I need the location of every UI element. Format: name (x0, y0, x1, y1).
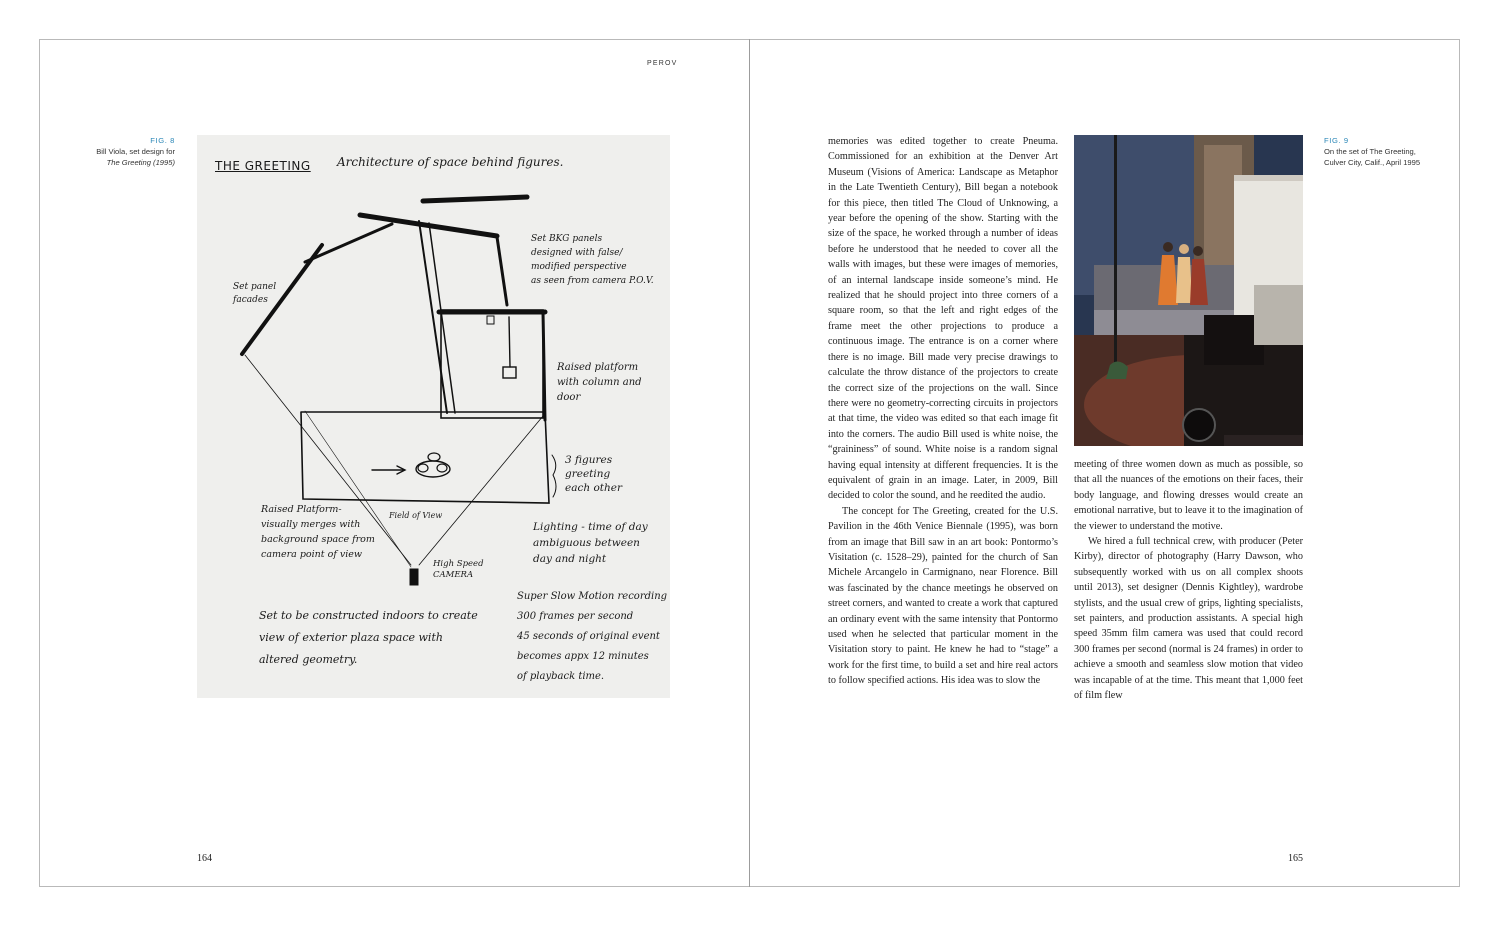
note-set-bkg-panels: Set BKG panels designed with false/ modified perspective as seen from camera P.O.V. (531, 234, 654, 286)
fig-9-caption-line1: On the set of The Greeting, (1324, 147, 1416, 156)
body-paragraph: The concept for The Greeting, created for the U.S. Pavilion in the 46th Venice Biennale (1995), was born from an image that Bill saw in an art book: Pontormo’s Visitation (c. 1528–29), painted for the church of San Michele Arcangelo in Carmignano, near Florence. Bill was fascinated by the chance meetings he observed on street corners, and wanted to create a work that captured an ordinary event with the same intensity that Pontormo used when he selected that particular moment in the Visitation story to paint. He knew he had to “stage” a work for the first time, to build a set and hire real actors to follow specified actions. His idea was to slow the (828, 505, 1058, 687)
body-paragraph: memories was edited together to create Pneuma. Commissioned for an exhibition at the Denver Art Museum (Visions of America: Landscape as Metaphor in the Late Twentieth Century), Bill began a notebook for this piece, then titled The Cloud of Unknowing, a year before the opening of the show. Starting with the size of the space, he worked through a number of ideas before he understood that he needed to cover all the walls with images, but these were images of memories, of an internal landscape inside someone’s mind. He realized that he should project into three corners of a square room, so that the left and right edges of the frame meet the other projections to produce a continuous image. The entrance is on a corner where there is no image. Bill made very precise drawings to calculate the throw distance of the projectors to create the correct size of the projections on the wall. Since there were no geometry-correcting circuits in projectors at that time, the video was edited so that each image fit into the corners. The audio Bill used is white noise, the “graininess” of sound. White noise is a random signal having equal intensity at different frequencies. It is the equivalent of grain in an image. Later, in 2009, Bill decided to color the sound, and he reedited the audio. (828, 136, 1058, 502)
note-three-figures: 3 figures greeting each other (565, 454, 622, 494)
note-raised-platform-column: Raised platform with column and door (557, 362, 642, 403)
fig-9-caption (1324, 135, 1444, 168)
sketch-subtitle: Architecture of space behind figures. (337, 155, 564, 169)
set-design-sketch (197, 135, 670, 698)
folio-164: 164 (197, 853, 212, 864)
fig-9-caption-line2: Culver City, Calif., April 1995 (1324, 158, 1421, 167)
body-paragraph: meeting of three women down as much as possible, so that all the nuances of the emotions on their faces, their body language, and flowing dresses would create an emotional narrative, but to leave it to the imagination of the viewer to understand the motive. (1074, 459, 1303, 532)
note-field-of-view: Field of View (389, 511, 443, 520)
fig-8-caption-line1: Bill Viola, set design for (96, 147, 175, 156)
body-column-1 (828, 134, 1058, 689)
note-raised-platform: Raised Platform- visually merges with background space from camera point of view (261, 504, 375, 560)
note-high-speed-camera: High Speed CAMERA (433, 559, 484, 580)
fig-8-label: FIG. 8 (150, 136, 175, 145)
sketch-title: THE GREETING (215, 159, 311, 173)
set-photo-image (1074, 135, 1303, 446)
running-head: PEROV (647, 60, 678, 67)
fig-9-label: FIG. 9 (1324, 136, 1349, 145)
note-set-panel-facades: Set panel facades (233, 282, 277, 305)
folio-165: 165 (1288, 853, 1303, 864)
set-photo (1074, 135, 1303, 446)
body-column-2 (1074, 457, 1303, 704)
note-lighting: Lighting - time of day ambiguous between day and night (533, 521, 648, 565)
note-slow-motion: Super Slow Motion recording 300 frames per second 45 seconds of original event becomes appx 12 minutes of playback time. (517, 591, 668, 682)
fig-8-caption-line2: The Greeting (1995) (106, 158, 175, 167)
note-constructed-indoors: Set to be constructed indoors to create view of exterior plaza space with altered geometry. (259, 609, 478, 666)
gutter-line (749, 39, 750, 887)
body-paragraph: We hired a full technical crew, with producer (Peter Kirby), director of photography (Harry Dawson, who subsequently worked with us on all complex shoots until 2013), set designer (Dennis Kightley), wardrobe stylists, and the usual crew of grips, lighting specialists, set painters, and production assistants. A special high speed 35mm film camera was used that could record 300 frames per second (normal is 24 frames) in order to achieve a smooth and seamless slow motion that video was incapable of at the time. This meant that 1,000 feet of film flew (1074, 536, 1303, 702)
fig-8-caption (55, 135, 175, 168)
